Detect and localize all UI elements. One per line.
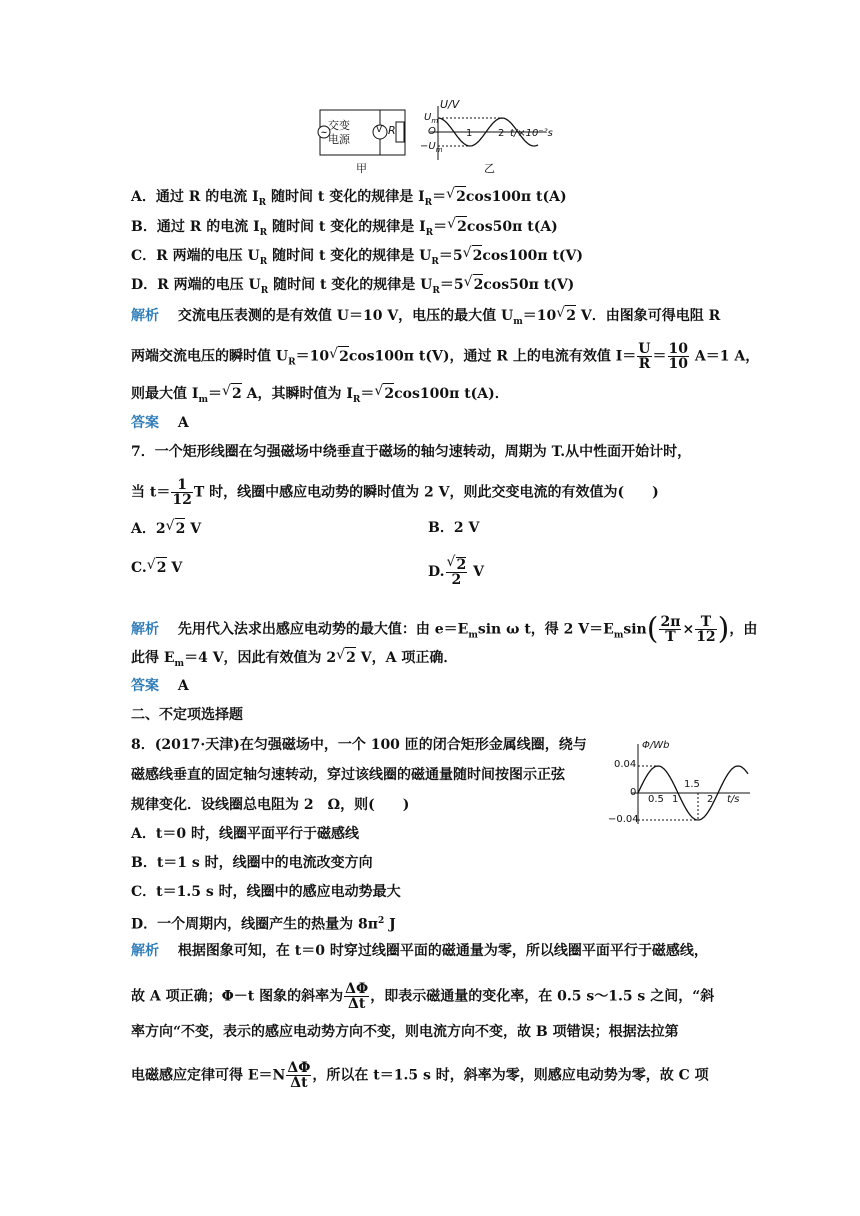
q7-option-b: B．2 V bbox=[428, 520, 480, 536]
q7-line-1: 7．一个矩形线圈在匀强磁场中绕垂直于磁场的轴匀速转动，周期为 T.从中性面开始计时， bbox=[131, 444, 692, 460]
graph1-neg-um-label: $-U_m$ bbox=[420, 141, 443, 154]
q6-option-d: D．R 两端的电压 $U_R$ 随时间 t 变化的规律是 $U_R=5√$ 2cos50π t(V) bbox=[131, 274, 574, 301]
sol6-line-3: 则最大值 $I_m=√$ 2 A，其瞬时值为 $I_R=√$ 2cos100π t(A)． bbox=[131, 383, 509, 410]
solution-tag: 解析 bbox=[131, 308, 159, 324]
graph2-tick-1.5: 1.5 bbox=[684, 779, 700, 790]
q6-option-c: C．R 两端的电压 $U_R$ 随时间 t 变化的规律是 $U_R=5√$ 2cos100π t(V) bbox=[131, 245, 583, 272]
graph2-y-axis-label: Φ/Wb bbox=[642, 740, 670, 751]
graph1-tick-2: 2 bbox=[498, 128, 505, 139]
graph1-y-axis-label: U/V bbox=[440, 98, 460, 111]
sol8-line-3: 率方向“不变，表示的感应电动势方向不变，则电流方向不变，故 B 项错误；根据法拉第 bbox=[131, 1024, 679, 1040]
sol6-answer: 答案 A bbox=[131, 415, 189, 431]
sol8-line-1: 解析 根据图象可知，在 t＝0 时穿过线圈平面的磁通量为零，所以线圈平面平行于磁感线， bbox=[131, 943, 708, 959]
resistor-label: R bbox=[388, 124, 396, 137]
sol6-line-2: 两端交流电压的瞬时值 $U_R=10√$ 2cos100π t(V)，通过 R 上的电流有效值 I＝ $\frac{U}{R}$ ＝ $\frac{10}{10}$ A＝1 A， bbox=[131, 342, 759, 372]
svg-text:~: ~ bbox=[320, 128, 328, 137]
graph1-x-axis-label: t/×10⁻²s bbox=[510, 128, 553, 139]
q6-option-a: A．通过 R 的电流 $I_R$ 随时间 t 变化的规律是 $I_R=√$ 2cos100π t(A) bbox=[131, 186, 567, 213]
graph1-tick-1: 1 bbox=[466, 128, 473, 139]
q8-line-1: 8．(2017·天津)在匀强磁场中，一个 100 匝的闭合矩形金属线圈，绕与 bbox=[131, 737, 587, 753]
graph2-tick-2: 2 bbox=[707, 794, 714, 805]
graph2-x-axis-label: t/s bbox=[727, 794, 740, 805]
q7-option-d: D. √ $\frac{2}{2}$ V bbox=[428, 557, 484, 587]
graph1-origin-label: O bbox=[428, 126, 436, 137]
sol7-answer: 答案 A bbox=[131, 678, 189, 694]
sol7-line-2: 此得 $E_m=4$ V，因此有效值为 2√ 2 V，A 项正确． bbox=[131, 647, 457, 674]
q7-line-2: 当 t＝ $\frac{1}{12}$ T 时，线圈中感应电动势的瞬时值为 2 V，则此交变电流的有效值为( ) bbox=[131, 477, 659, 508]
sol7-line-1: 解析 先用代入法求出感应电动势的最大值：由 $e=E_m\sin$ ω t，得 2 $V=E_m\sin$( $\frac{2\pi}{T}$ × $\frac{T}{12}$ )，由 bbox=[131, 611, 758, 647]
q8-option-c: C．t＝1.5 s 时，线圈中的感应电动势最大 bbox=[131, 884, 401, 900]
source-label-2: 电源 bbox=[328, 133, 350, 146]
fig-label-jia: 甲 bbox=[356, 162, 367, 175]
graph1-um-label: $U_m$ bbox=[424, 112, 439, 125]
fig-label-yi: 乙 bbox=[484, 162, 495, 175]
q8-option-b: B．t＝1 s 时，线圈中的电流改变方向 bbox=[131, 855, 373, 871]
sol8-line-2: 故 A 项正确；Φ－t 图象的斜率为 $\frac{\Delta\Phi}{\Delta t}$ ，即表示磁通量的变化率，在 0.5 s～1.5 s 之间，“斜 bbox=[131, 981, 715, 1012]
section-heading: 二、不定项选择题 bbox=[131, 707, 243, 723]
q8-option-d: D．一个周期内，线圈产生的热量为 $8\pi^2$ J bbox=[131, 916, 396, 933]
q8-option-a: A．t＝0 时，线圈平面平行于磁感线 bbox=[131, 826, 359, 842]
q8-line-2: 磁感线垂直的固定轴匀速转动，穿过该线圈的磁通量随时间按图示正弦 bbox=[131, 767, 565, 783]
voltmeter-label: V bbox=[376, 125, 383, 135]
graph2-tick-0.5: 0.5 bbox=[648, 794, 664, 805]
q8-line-3: 规律变化．设线圈总电阻为 2 Ω，则( ) bbox=[131, 797, 410, 813]
sol6-line-1: 解析 交流电压表测的是有效值 U＝10 V，电压的最大值 $U_m=10√$ 2 V．由图象可得电阻 R bbox=[131, 305, 720, 332]
sol8-line-4: 电磁感应定律可得 E＝N $\frac{\Delta\Phi}{\Delta t}$ ，所以在 t＝1.5 s 时，斜率为零，则感应电动势为零，故 C 项 bbox=[131, 1060, 709, 1091]
q7-option-a: A．2√ 2 V bbox=[131, 518, 201, 539]
graph2-top-tick: 0.04 bbox=[614, 759, 637, 770]
graph2-zero-tick: 0 bbox=[630, 787, 637, 798]
q6-option-b: B．通过 R 的电流 $I_R$ 随时间 t 变化的规律是 $I_R=√$ 2cos50π t(A) bbox=[131, 216, 558, 243]
graph2-tick-1: 1 bbox=[672, 794, 679, 805]
graph2-bottom-tick: −0.04 bbox=[608, 814, 639, 825]
source-label-1: 交变 bbox=[328, 119, 350, 132]
q7-option-c: C.√ 2 V bbox=[131, 557, 182, 578]
